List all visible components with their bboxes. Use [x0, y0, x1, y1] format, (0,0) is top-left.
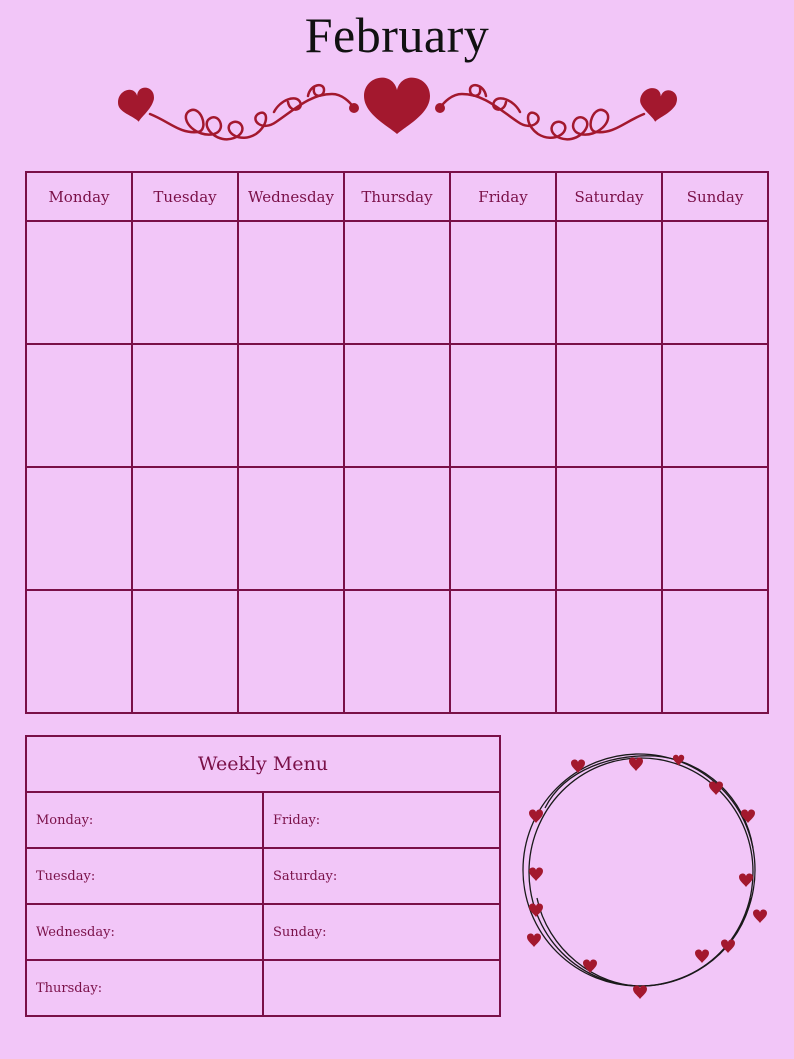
weekly-menu-title: Weekly Menu	[26, 736, 500, 792]
menu-cell-empty[interactable]	[263, 960, 500, 1016]
day-cell[interactable]	[556, 344, 662, 467]
day-cell[interactable]	[450, 590, 556, 713]
calendar-week-row	[26, 590, 768, 713]
day-header-saturday: Saturday	[556, 172, 662, 221]
day-cell[interactable]	[238, 467, 344, 590]
menu-row	[26, 960, 500, 1016]
day-cell[interactable]	[344, 221, 450, 344]
day-cell[interactable]	[662, 590, 768, 713]
menu-cell-wednesday[interactable]: Wednesday:	[26, 904, 263, 960]
day-cell[interactable]	[344, 344, 450, 467]
day-header-wednesday: Wednesday	[238, 172, 344, 221]
day-cell[interactable]	[26, 344, 132, 467]
menu-cell-saturday[interactable]: Saturday:	[263, 848, 500, 904]
weekly-menu	[25, 735, 501, 1017]
day-cell[interactable]	[344, 590, 450, 713]
day-cell[interactable]	[344, 467, 450, 590]
menu-cell-thursday[interactable]: Thursday:	[26, 960, 263, 1016]
day-cell[interactable]	[26, 590, 132, 713]
day-header-sunday: Sunday	[662, 172, 768, 221]
day-cell[interactable]	[26, 467, 132, 590]
day-cell[interactable]	[556, 590, 662, 713]
day-cell[interactable]	[238, 221, 344, 344]
day-cell[interactable]	[238, 344, 344, 467]
menu-cell-friday[interactable]: Friday:	[263, 792, 500, 848]
day-cell[interactable]	[132, 344, 238, 467]
menu-cell-sunday[interactable]: Sunday:	[263, 904, 500, 960]
day-cell[interactable]	[132, 467, 238, 590]
day-cell[interactable]	[662, 467, 768, 590]
day-header-friday: Friday	[450, 172, 556, 221]
day-cell[interactable]	[556, 467, 662, 590]
day-cell[interactable]	[132, 590, 238, 713]
day-header-monday: Monday	[26, 172, 132, 221]
day-cell[interactable]	[556, 221, 662, 344]
day-cell[interactable]	[450, 221, 556, 344]
day-cell[interactable]	[662, 221, 768, 344]
menu-row	[26, 848, 500, 904]
day-cell[interactable]	[450, 467, 556, 590]
calendar-week-row	[26, 344, 768, 467]
heart-vine-icon	[110, 72, 684, 164]
menu-row	[26, 904, 500, 960]
calendar-week-row	[26, 221, 768, 344]
calendar-grid	[25, 171, 769, 714]
day-cell[interactable]	[662, 344, 768, 467]
heart-wreath-icon	[515, 748, 775, 1008]
menu-row	[26, 792, 500, 848]
day-cell[interactable]	[450, 344, 556, 467]
day-cell[interactable]	[132, 221, 238, 344]
day-cell[interactable]	[238, 590, 344, 713]
page-title: February	[304, 7, 490, 63]
day-cell[interactable]	[26, 221, 132, 344]
calendar-week-row	[26, 467, 768, 590]
day-header-tuesday: Tuesday	[132, 172, 238, 221]
day-header-thursday: Thursday	[344, 172, 450, 221]
menu-cell-monday[interactable]: Monday:	[26, 792, 263, 848]
menu-cell-tuesday[interactable]: Tuesday:	[26, 848, 263, 904]
calendar-header-row	[26, 172, 768, 221]
